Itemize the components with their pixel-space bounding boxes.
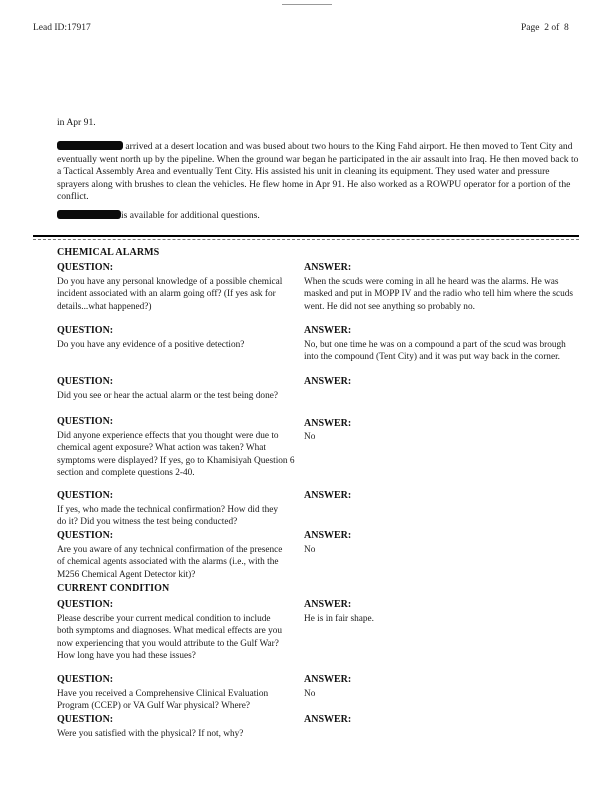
section-heading-current-condition: CURRENT CONDITION bbox=[57, 583, 170, 594]
question-label: QUESTION: bbox=[57, 530, 114, 541]
answer-label: ANSWER: bbox=[304, 418, 352, 429]
page-label: Page bbox=[521, 23, 540, 33]
question-text: Did anyone experience effects that you thought were due to chemical agent exposure? What action was taken? What symptoms were displayed? If yes, go to Khamisiyah Question 6 section and complete questions 2-40. bbox=[57, 431, 295, 479]
answer-text: He is in fair shape. bbox=[304, 614, 374, 624]
question-label: QUESTION: bbox=[57, 599, 114, 610]
answer-text: No bbox=[304, 432, 316, 442]
question-label: QUESTION: bbox=[57, 325, 114, 336]
question-text: Do you have any personal knowledge of a possible chemical incident associated with an alarm going off? (If yes ask for details...what happened?) bbox=[57, 277, 283, 312]
question-text: If yes, who made the technical confirmation? How did they do it? Did you witness the test being conducted? bbox=[57, 505, 278, 528]
section-divider bbox=[33, 235, 579, 237]
answer-text: No bbox=[304, 689, 316, 699]
intro-line: in Apr 91. bbox=[57, 117, 96, 128]
question-text: Are you aware of any technical confirmation of the presence of chemical agents associated with the alarms (i.e., with the M256 Chemical Agent Detector kit)? bbox=[57, 545, 283, 580]
redaction-mark bbox=[57, 210, 121, 219]
intro-paragraph-text: arrived at a desert location and was bused about two hours to the King Fahd airport. He then moved to Tent City and eventually went north up by the pipeline. When the ground war began he participated in the air assault into Iraq. He then moved back to a Tactical Assembly Area and eventually Tent City. His assisted his unit in cleaning its equipment. They used water and pressure sprayers along with brushes to clean the vehicles. He flew home in Apr 91. He also worked as a ROWPU operator for a portion of the conflict. bbox=[57, 141, 579, 203]
section-heading-chemical-alarms: CHEMICAL ALARMS bbox=[57, 247, 160, 258]
question-text: Did you see or hear the actual alarm or the test being done? bbox=[57, 391, 278, 401]
answer-text: No bbox=[304, 545, 316, 555]
question-text: Please describe your current medical condition to include both symptoms and diagnoses. What medical effects are you now experiencing that you would attribute to the Gulf War? How long have you had these issues? bbox=[57, 614, 283, 662]
availability-note bbox=[57, 210, 260, 223]
answer-label: ANSWER: bbox=[304, 325, 352, 336]
intro-paragraph bbox=[57, 141, 579, 204]
question-label: QUESTION: bbox=[57, 416, 114, 427]
answer-label: ANSWER: bbox=[304, 674, 352, 685]
answer-text: No, but one time he was on a compound a part of the scud was brough into the compound (Tent City) and it was put way back in the corner. bbox=[304, 340, 566, 363]
question-text: Do you have any evidence of a positive detection? bbox=[57, 340, 245, 350]
question-label: QUESTION: bbox=[57, 262, 114, 273]
answer-label: ANSWER: bbox=[304, 262, 352, 273]
section-divider-thin bbox=[33, 239, 579, 240]
answer-label: ANSWER: bbox=[304, 599, 352, 610]
answer-label: ANSWER: bbox=[304, 376, 352, 387]
question-label: QUESTION: bbox=[57, 714, 114, 725]
answer-text: When the scuds were coming in all he heard was the alarms. He was masked and put in MOPP IV and the radio who tell him where the scuds went. He did not see anything so probably no. bbox=[304, 277, 574, 312]
page-indicator bbox=[521, 23, 569, 33]
question-text: Have you received a Comprehensive Clinical Evaluation Program (CCEP) or VA Gulf War physical? Where? bbox=[57, 689, 269, 712]
page-number: 2 bbox=[544, 23, 549, 33]
answer-label: ANSWER: bbox=[304, 530, 352, 541]
page-of: of bbox=[551, 23, 560, 33]
availability-text: is available for additional questions. bbox=[121, 210, 260, 221]
top-scan-rule bbox=[282, 4, 332, 5]
answer-label: ANSWER: bbox=[304, 490, 352, 501]
lead-id: Lead ID:17917 bbox=[33, 23, 91, 33]
question-label: QUESTION: bbox=[57, 490, 114, 501]
question-label: QUESTION: bbox=[57, 376, 114, 387]
answer-label: ANSWER: bbox=[304, 714, 352, 725]
page-total: 8 bbox=[564, 23, 569, 33]
question-label: QUESTION: bbox=[57, 674, 114, 685]
redaction-mark bbox=[57, 141, 123, 150]
question-text: Were you satisfied with the physical? If not, why? bbox=[57, 729, 244, 739]
